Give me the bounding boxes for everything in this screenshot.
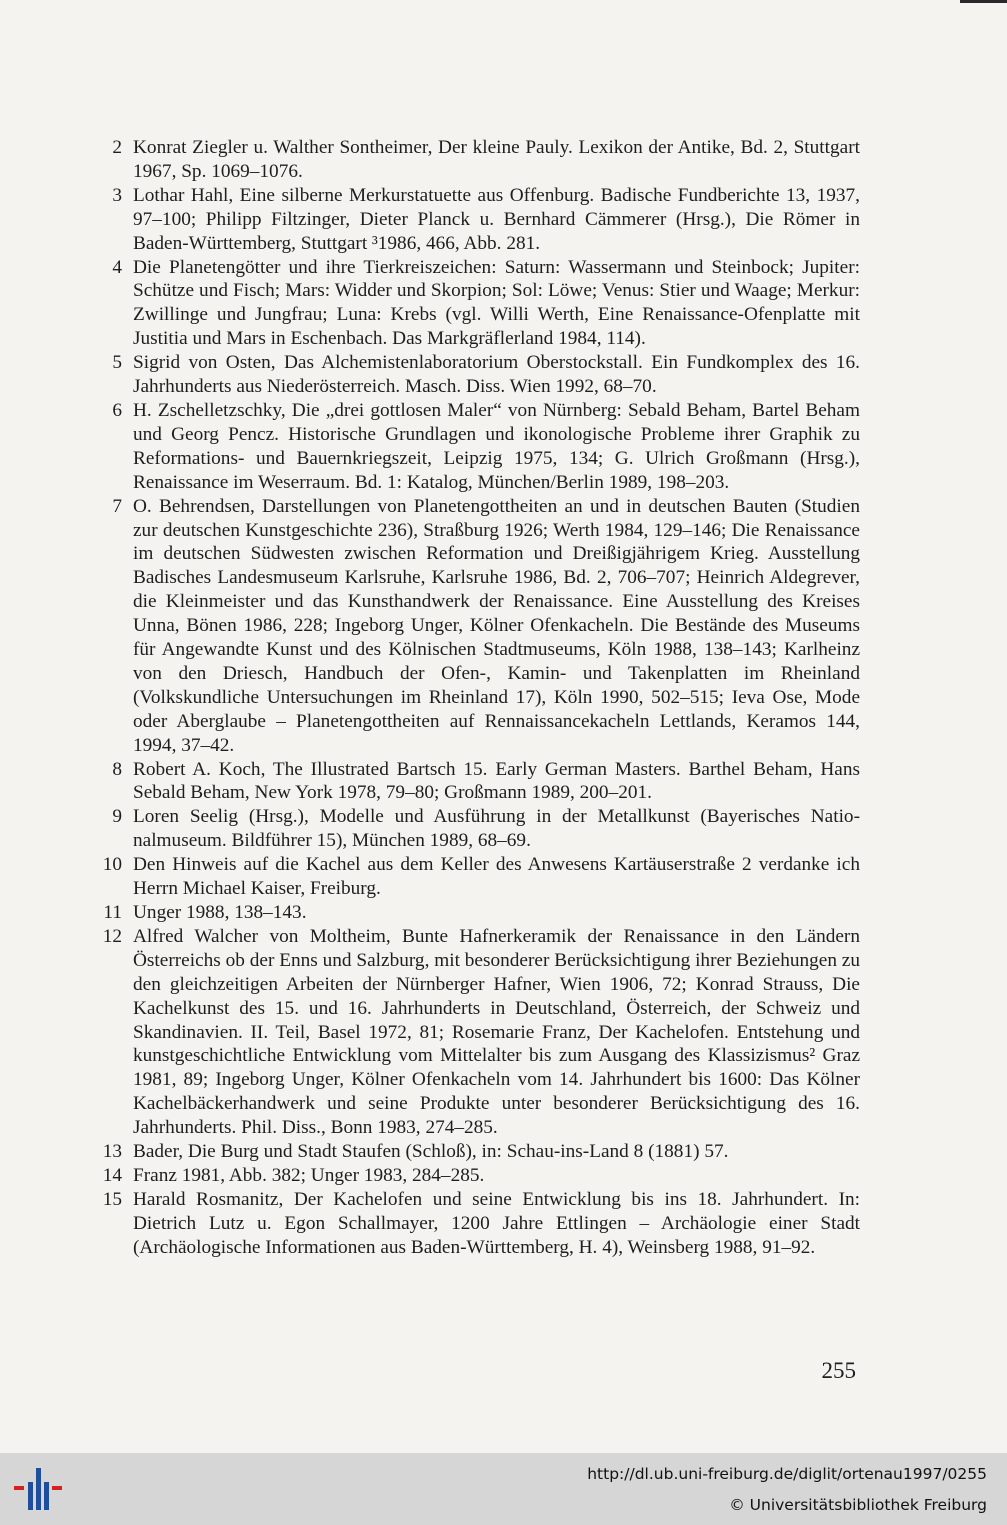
source-url-link[interactable]: http://dl.ub.uni-freiburg.de/diglit/ortenau1997/0255 [587, 1465, 987, 1483]
footnote-text: Loren Seelig (Hrsg.), Modelle und Ausführung in der Metallkunst (Bayerisches Nationalmuseum. Bildführer 15), München 1989, 68–69. [133, 806, 860, 852]
footnote-number: 2 [112, 137, 122, 158]
footnote-text: Franz 1981, Abb. 382; Unger 1983, 284–285. [133, 1164, 485, 1186]
footnote-text: H. Zschelletzschky, Die „drei gottlosen Maler“ von Nürnberg: Sebald Beham, Bartel Beham und Georg Pencz. Historische Grundlagen und ikonologische Probleme ihrer Graphik zu Reformations- und Bauernkriegszeit, Leipzig 1975, 134; G. Ulrich Großmann (Hrsg.), Renaissance im Weserraum. Bd. 1: Katalog, München/Berlin 1989, 198–203. [133, 399, 860, 493]
footnote-text: Sigrid von Osten, Das Alchemistenlaboratorium Oberstockstall. Ein Fundkomplex des 16. Jahrhunderts aus Niederösterreich. Masch. Diss. Wien 1992, 68–70. [133, 352, 860, 398]
footer-bar [0, 1453, 1007, 1525]
footnote-number: 11 [103, 902, 122, 923]
footnote-item [86, 805, 860, 853]
footnote-item [86, 399, 860, 495]
footnote-text: Harald Rosmanitz, Der Kachelofen und seine Entwicklung bis ins 18. Jahrhundert. In: Dietrich Lutz u. Egon Schallmayer, 1200 Jahre Ettlingen – Archäologie einer Stadt (Archäologische Informationen aus Baden-Württemberg, H. 4), Weinsberg 1988, 91–92. [133, 1188, 860, 1258]
footnote-number: 4 [112, 256, 122, 278]
footnote-number: 10 [102, 854, 122, 876]
ub-freiburg-logo-icon [12, 1464, 64, 1514]
footnote-item [86, 184, 860, 256]
footnote-item [86, 495, 860, 758]
footnote-item [86, 853, 860, 901]
footnote-text: Den Hinweis auf die Kachel aus dem Keller des Anwesens Kartäuserstraße 2 verdanke ich Herrn Michael Kaiser, Freiburg. [133, 854, 860, 900]
footnote-text: Bader, Die Burg und Stadt Staufen (Schloß), in: Schau-ins-Land 8 (1881) 57. [133, 1141, 729, 1163]
page-number: 255 [821, 1358, 856, 1383]
footnote-text: Die Planetengötter und ihre Tierkreiszeichen: Saturn: Wassermann und Steinbock; Jupiter: Schütze und Fisch; Mars: Widder und Skorpion; Sol: Löwe; Venus: Stier und Waage; Merkur: Zwillinge und Jungfrau; Luna: Krebs (vgl. Willi Werth, Eine Renaissance-Ofenplatte mit Justitia und Mars in Eschenbach. Das Markgräflerland 1984, 114). [133, 256, 860, 350]
footnote-item [86, 901, 860, 925]
footnote-text: Alfred Walcher von Moltheim, Bunte Hafnerkeramik der Renaissance in den Ländern Österreichs ob der Enns und Salzburg, mit besonderer Berücksichtigung ihrer Beziehungen zu den gleichzeitigen Arbeiten der Nürnberger Hafner, Wien 1906, 72; Konrad Strauss, Die Kachelkunst des 15. und 16. Jahrhunderts in Deutschland, Österreich, der Schweiz und Skandinavien. II. Teil, Basel 1972, 81; Rosemarie Franz, Der Kachelofen. Entstehung und kunstgeschichtliche Entwicklung vom Mittelalter bis zum Ausgang des Klassizismus² Graz 1981, 89; Ingeborg Unger, Kölner Ofenkacheln vom 14. Jahrhundert bis 1600: Das Kölner Kachelbäckerhandwerk und seine Produkte unter besonderer Berücksichtigung des 16. Jahrhunderts. Phil. Diss., Bonn 1983, 274–285. [133, 925, 860, 1139]
footnote-item [86, 925, 860, 1140]
footnote-number: 7 [112, 495, 122, 517]
footnote-number: 15 [102, 1188, 122, 1210]
footnote-item [86, 136, 860, 184]
footnote-number: 6 [112, 399, 122, 421]
footnote-number: 5 [112, 352, 122, 374]
footnote-text: Konrat Ziegler u. Walther Sontheimer, Der kleine Pauly. Lexikon der Antike, Bd. 2, Stuttgart 1967, Sp. 1069–1076. [133, 137, 860, 182]
footnotes-list [86, 136, 860, 1260]
footnote-number: 14 [102, 1164, 122, 1186]
footnote-item [86, 256, 860, 352]
copyright-text: © Universitätsbibliothek Freiburg [729, 1496, 987, 1514]
footnote-text: Unger 1988, 138–143. [133, 902, 307, 923]
footnote-text: O. Behrendsen, Darstellungen von Planetengottheiten an und in deutschen Bauten (Studien zur deutschen Kunstgeschichte 236), Straßburg 1926; Werth 1984, 129–146; Die Renaissance im deutschen Südwesten zwischen Reformation und Dreißigjährigem Krieg. Ausstellung Badisches Landesmuseum Karlsruhe, Karlsruhe 1986, Bd. 2, 706–707; Heinrich Aldegrever, die Kleinmeister und das Kunsthandwerk der Renaissance. Eine Ausstellung des Kreises Unna, Bönen 1986, 228; Ingeborg Unger, Kölner Ofenkacheln. Die Bestände des Museums für Angewandte Kunst und des Kölnischen Stadtmuseums, Köln 1988, 138–143; Karlheinz von den Driesch, Handbuch der Ofen-, Kamin- und Takenplatten im Rheinland (Volkskundliche Untersuchungen im Rheinland 17), Köln 1990, 502–515; Ieva Ose, Mode oder Aberglaube – Planetengottheiten auf Rennaissancekacheln Lettlands, Keramos 144, 1994, 37–42. [133, 495, 860, 756]
footnote-item [86, 351, 860, 399]
footnote-item [86, 1188, 860, 1260]
footnote-number: 8 [112, 758, 122, 780]
footnote-item [86, 1140, 860, 1164]
footnote-number: 3 [112, 184, 122, 206]
footnote-number: 12 [102, 925, 122, 947]
footnote-text: Robert A. Koch, The Illustrated Bartsch 15. Early German Masters. Barthel Beham, Hans Sebald Beham, New York 1978, 79–80; Großmann 1989, 200–201. [133, 758, 860, 804]
footnote-number: 9 [112, 806, 122, 828]
footnote-number: 13 [102, 1141, 122, 1163]
footnote-item [86, 1164, 860, 1188]
footnote-text: Lothar Hahl, Eine silberne Merkurstatuette aus Offenburg. Badische Fundberichte 13, 1937, 97–100; Philipp Filtzinger, Dieter Planck u. Bernhard Cämmerer (Hrsg.), Die Römer in Baden-Württemberg, Stuttgart ³1986, 466, Abb. 281. [133, 184, 860, 254]
footnote-item [86, 758, 860, 806]
